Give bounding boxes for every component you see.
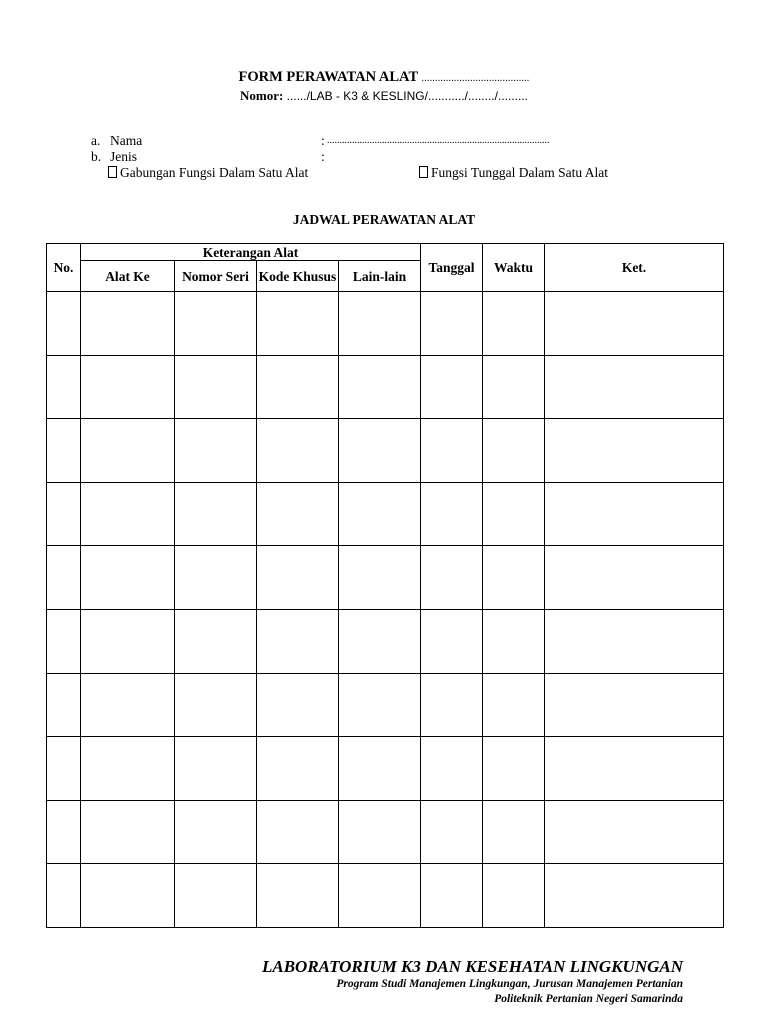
table-cell[interactable] (421, 673, 483, 737)
table-row (47, 419, 724, 483)
table-cell[interactable] (81, 546, 175, 610)
table-cell[interactable] (421, 546, 483, 610)
table-cell[interactable] (339, 482, 421, 546)
table-cell[interactable] (421, 737, 483, 801)
table-row (47, 355, 724, 419)
table-cell[interactable] (545, 482, 724, 546)
form-title-text: FORM PERAWATAN ALAT (238, 69, 418, 85)
table-cell[interactable] (421, 355, 483, 419)
field-jenis-label: Jenis (110, 149, 137, 164)
table-cell[interactable] (175, 355, 257, 419)
field-jenis-index: b. (91, 149, 102, 164)
option-tunggal-label: Fungsi Tunggal Dalam Satu Alat (431, 165, 609, 180)
checkbox-icon[interactable] (108, 166, 117, 178)
field-jenis-colon: : (321, 149, 325, 164)
header-keterangan-alat: Keterangan Alat (81, 244, 421, 261)
option-gabungan-label: Gabungan Fungsi Dalam Satu Alat (120, 165, 309, 180)
table-cell[interactable] (257, 673, 339, 737)
table-cell[interactable] (47, 482, 81, 546)
table-cell[interactable] (483, 355, 545, 419)
table-cell[interactable] (81, 609, 175, 673)
table-cell[interactable] (81, 737, 175, 801)
table-cell[interactable] (175, 546, 257, 610)
table-cell[interactable] (175, 609, 257, 673)
header-alat-ke: Alat Ke (81, 261, 175, 292)
table-cell[interactable] (47, 292, 81, 356)
table-cell[interactable] (483, 482, 545, 546)
table-cell[interactable] (175, 673, 257, 737)
schedule-title: JADWAL PERAWATAN ALAT (292, 212, 476, 227)
table-cell[interactable] (545, 355, 724, 419)
header-nomor-seri: Nomor Seri (175, 261, 257, 292)
table-cell[interactable] (47, 419, 81, 483)
table-cell[interactable] (175, 482, 257, 546)
table-cell[interactable] (257, 800, 339, 864)
table-cell[interactable] (421, 609, 483, 673)
schedule-body (47, 292, 724, 928)
table-cell[interactable] (483, 609, 545, 673)
table-cell[interactable] (339, 355, 421, 419)
table-cell[interactable] (81, 355, 175, 419)
table-cell[interactable] (483, 800, 545, 864)
nomor-line (0, 88, 768, 104)
table-cell[interactable] (257, 419, 339, 483)
table-cell[interactable] (81, 673, 175, 737)
table-cell[interactable] (545, 546, 724, 610)
table-cell[interactable] (483, 737, 545, 801)
table-cell[interactable] (47, 800, 81, 864)
field-nama-label: Nama (110, 133, 143, 148)
table-cell[interactable] (47, 609, 81, 673)
table-cell[interactable] (257, 864, 339, 928)
table-cell[interactable] (81, 864, 175, 928)
field-jenis (91, 149, 691, 165)
nomor-label: Nomor: (240, 88, 284, 103)
table-cell[interactable] (175, 292, 257, 356)
table-row (47, 737, 724, 801)
header-kode-khusus: Kode Khusus (257, 261, 339, 292)
table-row (47, 800, 724, 864)
table-cell[interactable] (339, 737, 421, 801)
table-cell[interactable] (483, 673, 545, 737)
table-cell[interactable] (339, 609, 421, 673)
option-gabungan[interactable] (108, 165, 308, 181)
header-waktu: Waktu (483, 244, 545, 292)
table-cell[interactable] (175, 864, 257, 928)
table-row (47, 482, 724, 546)
table-cell[interactable] (545, 419, 724, 483)
table-cell[interactable] (257, 355, 339, 419)
table-cell[interactable] (257, 609, 339, 673)
table-row (47, 864, 724, 928)
option-tunggal[interactable] (419, 165, 608, 181)
table-cell[interactable] (339, 292, 421, 356)
table-cell[interactable] (545, 609, 724, 673)
field-nama (91, 133, 691, 149)
checkbox-icon[interactable] (419, 166, 428, 178)
table-cell[interactable] (483, 864, 545, 928)
nomor-field[interactable]: ....../LAB - K3 & KESLING/.........../......../......... (286, 89, 528, 103)
table-cell[interactable] (483, 292, 545, 356)
table-cell[interactable] (47, 864, 81, 928)
table-cell[interactable] (421, 482, 483, 546)
table-cell[interactable] (421, 864, 483, 928)
table-cell[interactable] (339, 673, 421, 737)
table-cell[interactable] (545, 673, 724, 737)
form-title-dots[interactable]: ........................................ (421, 73, 530, 84)
table-cell[interactable] (81, 292, 175, 356)
footer-program: Program Studi Manajemen Lingkungan, Jurusan Manajemen Pertanian (336, 978, 683, 990)
table-cell[interactable] (339, 864, 421, 928)
table-cell[interactable] (175, 419, 257, 483)
table-cell[interactable] (339, 419, 421, 483)
header-tanggal: Tanggal (421, 244, 483, 292)
table-cell[interactable] (421, 800, 483, 864)
table-cell[interactable] (339, 800, 421, 864)
table-cell[interactable] (421, 419, 483, 483)
table-cell[interactable] (257, 546, 339, 610)
table-cell[interactable] (257, 482, 339, 546)
field-nama-input[interactable]: ......................................................................................... (327, 135, 550, 146)
table-cell[interactable] (545, 737, 724, 801)
table-cell[interactable] (81, 482, 175, 546)
table-cell[interactable] (545, 800, 724, 864)
table-cell[interactable] (47, 737, 81, 801)
table-cell[interactable] (545, 292, 724, 356)
table-cell[interactable] (257, 292, 339, 356)
table-cell[interactable] (81, 419, 175, 483)
table-cell[interactable] (545, 864, 724, 928)
footer-institution: Politeknik Pertanian Negeri Samarinda (494, 993, 683, 1005)
table-cell[interactable] (483, 419, 545, 483)
table-cell[interactable] (47, 355, 81, 419)
table-cell[interactable] (175, 737, 257, 801)
table-cell[interactable] (421, 292, 483, 356)
table-row (47, 609, 724, 673)
table-cell[interactable] (81, 800, 175, 864)
table-cell[interactable] (47, 673, 81, 737)
footer-title: LABORATORIUM K3 DAN KESEHATAN LINGKUNGAN (261, 957, 683, 976)
table-cell[interactable] (257, 737, 339, 801)
table-cell[interactable] (47, 546, 81, 610)
table-row (47, 673, 724, 737)
header-no: No. (47, 244, 81, 292)
field-nama-index: a. (91, 133, 101, 148)
header-ket: Ket. (545, 244, 724, 292)
schedule-table (46, 243, 724, 928)
table-cell[interactable] (339, 546, 421, 610)
header-lain-lain: Lain-lain (339, 261, 421, 292)
table-row (47, 292, 724, 356)
table-row (47, 546, 724, 610)
field-nama-colon: : (321, 133, 325, 148)
form-title (0, 69, 768, 86)
table-cell[interactable] (175, 800, 257, 864)
table-cell[interactable] (483, 546, 545, 610)
